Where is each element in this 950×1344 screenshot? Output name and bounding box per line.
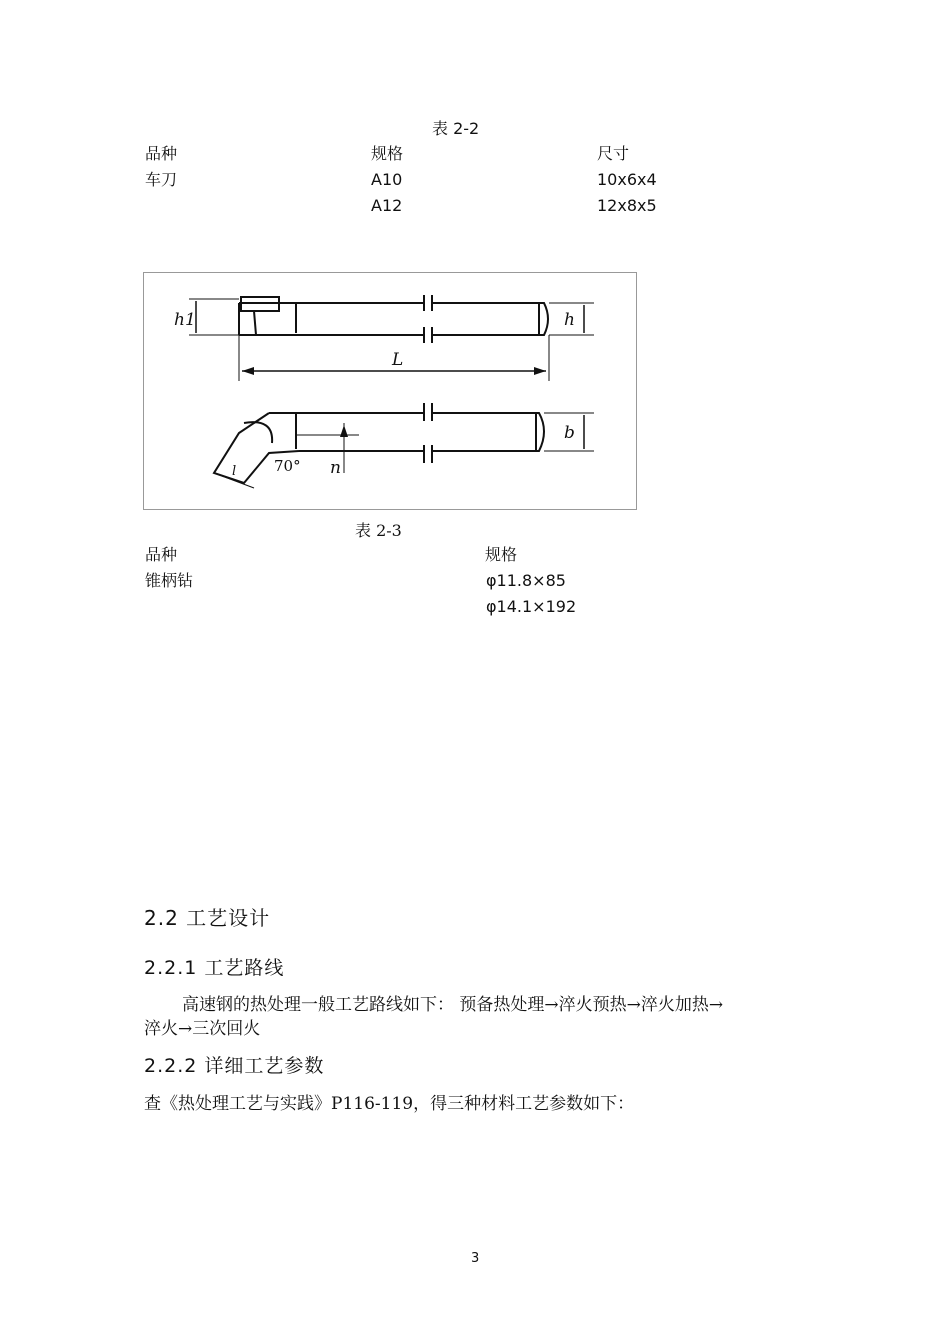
table-2-2-header-variety: 品种 <box>145 144 178 163</box>
label-b: b <box>564 423 575 443</box>
table-2-2-cell-r2c2: A12 <box>371 196 403 215</box>
paragraph-2: 查《热处理工艺与实践》P116-119，得三种材料工艺参数如下： <box>144 1094 635 1114</box>
subsection-1-heading: 2.2.1 工艺路线 <box>144 957 285 979</box>
label-h: h <box>564 310 575 330</box>
section-heading: 2.2 工艺设计 <box>144 906 271 930</box>
turning-tool-figure <box>143 272 637 510</box>
subsection-2-heading: 2.2.2 详细工艺参数 <box>144 1055 325 1077</box>
table-2-2-cell-r1c1: 车刀 <box>145 170 178 189</box>
table-2-3-cell-r1c1: 锥柄钻 <box>145 571 194 590</box>
table-2-3-cell-r2c2: φ14.1×192 <box>486 597 577 616</box>
turning-tool-drawing <box>144 273 636 509</box>
page-number: 3 <box>471 1251 480 1266</box>
table-2-2-cell-r2c3: 12x8x5 <box>597 196 657 215</box>
table-2-3-header-variety: 品种 <box>145 545 178 564</box>
label-l: l <box>232 464 237 479</box>
table-2-2-caption: 表 2-2 <box>432 119 480 138</box>
table-2-2-cell-r1c2: A10 <box>371 170 403 189</box>
table-2-2-cell-r1c3: 10x6x4 <box>597 170 657 189</box>
paragraph-1-line-1: 高速钢的热处理一般工艺路线如下： 预备热处理→淬火预热→淬火加热→ <box>182 995 724 1015</box>
label-n: n <box>330 458 341 478</box>
table-2-2-header-spec: 规格 <box>371 144 404 163</box>
table-2-3-cell-r1c2: φ11.8×85 <box>486 571 566 590</box>
table-2-3-caption: 表 2-3 <box>355 521 402 540</box>
label-L: L <box>392 350 404 370</box>
table-2-3-header-spec: 规格 <box>485 545 518 564</box>
label-h1: h1 <box>174 310 196 330</box>
paragraph-1-line-2: 淬火→三次回火 <box>144 1019 261 1039</box>
label-angle: 70° <box>274 457 301 475</box>
table-2-2-header-size: 尺寸 <box>597 144 630 163</box>
